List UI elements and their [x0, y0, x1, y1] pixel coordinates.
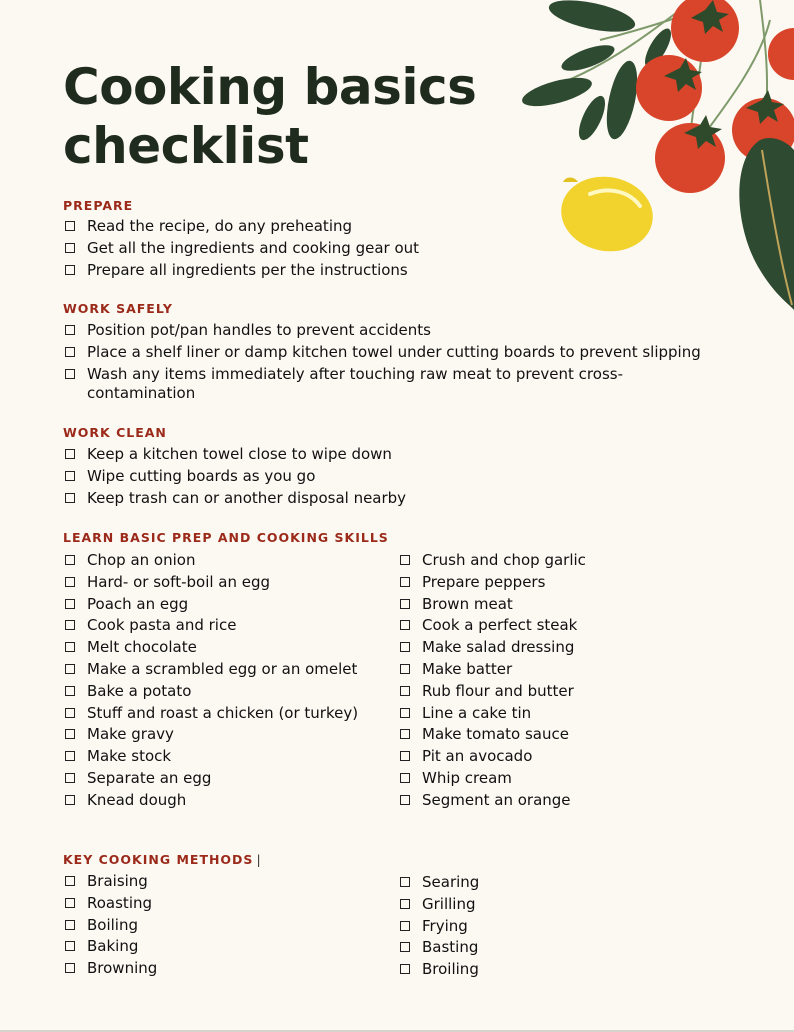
- text-cursor: |: [256, 852, 261, 867]
- checkbox[interactable]: [400, 773, 410, 783]
- list-item[interactable]: Separate an egg: [63, 769, 393, 791]
- list-item[interactable]: Cook a perfect steak: [398, 616, 728, 638]
- checkbox[interactable]: [65, 555, 75, 565]
- list-item[interactable]: Knead dough: [63, 791, 393, 813]
- list-prepare: [63, 217, 723, 282]
- list-item[interactable]: Stuff and roast a chicken (or turkey): [63, 704, 393, 726]
- checkbox[interactable]: [65, 773, 75, 783]
- checkbox[interactable]: [400, 751, 410, 761]
- list-item[interactable]: Pit an avocado: [398, 747, 728, 769]
- page-title: [63, 58, 476, 176]
- list-item[interactable]: Make batter: [398, 660, 728, 682]
- checkbox[interactable]: [65, 599, 75, 609]
- list-item[interactable]: Basting: [398, 938, 728, 960]
- list-item[interactable]: Whip cream: [398, 769, 728, 791]
- checkbox[interactable]: [400, 599, 410, 609]
- list-item[interactable]: Line a cake tin: [398, 704, 728, 726]
- list-item[interactable]: Place a shelf liner or damp kitchen towel under cutting boards to prevent slipping: [63, 343, 723, 365]
- checkbox[interactable]: [400, 942, 410, 952]
- checkbox[interactable]: [65, 795, 75, 805]
- list-item[interactable]: Get all the ingredients and cooking gear out: [63, 239, 723, 261]
- checkbox[interactable]: [65, 620, 75, 630]
- checkbox[interactable]: [65, 493, 75, 503]
- list-item[interactable]: Make tomato sauce: [398, 725, 728, 747]
- checkbox[interactable]: [65, 347, 75, 357]
- list-item[interactable]: Grilling: [398, 895, 728, 917]
- checkbox[interactable]: [65, 265, 75, 275]
- checkbox[interactable]: [400, 620, 410, 630]
- checkbox[interactable]: [65, 751, 75, 761]
- list-item[interactable]: Chop an onion: [63, 551, 393, 573]
- checkbox[interactable]: [400, 964, 410, 974]
- checkbox[interactable]: [65, 243, 75, 253]
- list-item[interactable]: Roasting: [63, 894, 393, 916]
- list-item[interactable]: Prepare peppers: [398, 573, 728, 595]
- list-skills-right: [398, 551, 728, 813]
- checkbox[interactable]: [65, 876, 75, 886]
- checkbox[interactable]: [65, 471, 75, 481]
- checkbox[interactable]: [400, 664, 410, 674]
- list-item[interactable]: Keep a kitchen towel close to wipe down: [63, 445, 723, 467]
- list-methods-right: [398, 873, 728, 982]
- list-item[interactable]: Browning: [63, 959, 393, 981]
- list-item[interactable]: Hard- or soft-boil an egg: [63, 573, 393, 595]
- checkbox[interactable]: [400, 642, 410, 652]
- checkbox[interactable]: [65, 963, 75, 973]
- checkbox[interactable]: [400, 555, 410, 565]
- list-item[interactable]: Crush and chop garlic: [398, 551, 728, 573]
- checkbox[interactable]: [65, 221, 75, 231]
- list-methods-left: [63, 872, 393, 981]
- list-item[interactable]: Make a scrambled egg or an omelet: [63, 660, 393, 682]
- section-heading-skills: LEARN BASIC PREP AND COOKING SKILLS: [63, 530, 389, 545]
- list-item[interactable]: Wash any items immediately after touching raw meat to prevent cross-contamination: [63, 365, 647, 404]
- list-item[interactable]: Melt chocolate: [63, 638, 393, 660]
- list-item[interactable]: Searing: [398, 873, 728, 895]
- list-item[interactable]: Prepare all ingredients per the instructions: [63, 261, 723, 283]
- list-item[interactable]: Rub flour and butter: [398, 682, 728, 704]
- checkbox[interactable]: [400, 795, 410, 805]
- title-line-2: checklist: [63, 117, 309, 175]
- checkbox[interactable]: [65, 449, 75, 459]
- list-item[interactable]: Cook pasta and rice: [63, 616, 393, 638]
- list-skills-left: [63, 551, 393, 813]
- list-item[interactable]: Boiling: [63, 916, 393, 938]
- checkbox[interactable]: [65, 898, 75, 908]
- list-item[interactable]: Segment an orange: [398, 791, 728, 813]
- list-work-safely: [63, 321, 723, 404]
- list-item[interactable]: Braising: [63, 872, 393, 894]
- checkbox[interactable]: [400, 877, 410, 887]
- list-item[interactable]: Wipe cutting boards as you go: [63, 467, 723, 489]
- list-item[interactable]: Frying: [398, 917, 728, 939]
- list-item[interactable]: Keep trash can or another disposal nearby: [63, 489, 723, 511]
- list-item[interactable]: Poach an egg: [63, 595, 393, 617]
- section-heading-work-safely: WORK SAFELY: [63, 301, 173, 316]
- section-heading-methods: KEY COOKING METHODS |: [63, 852, 261, 867]
- list-work-clean: [63, 445, 723, 510]
- list-item[interactable]: Make gravy: [63, 725, 393, 747]
- list-item[interactable]: Broiling: [398, 960, 728, 982]
- list-item[interactable]: Read the recipe, do any preheating: [63, 217, 723, 239]
- list-item[interactable]: Make salad dressing: [398, 638, 728, 660]
- list-item[interactable]: Bake a potato: [63, 682, 393, 704]
- checkbox[interactable]: [65, 664, 75, 674]
- checkbox[interactable]: [65, 642, 75, 652]
- section-heading-prepare: PREPARE: [63, 198, 134, 213]
- checkbox[interactable]: [65, 686, 75, 696]
- checkbox[interactable]: [400, 708, 410, 718]
- checkbox[interactable]: [65, 941, 75, 951]
- list-item[interactable]: Make stock: [63, 747, 393, 769]
- section-heading-work-clean: WORK CLEAN: [63, 425, 167, 440]
- checkbox[interactable]: [65, 325, 75, 335]
- checkbox[interactable]: [65, 369, 75, 379]
- checkbox[interactable]: [400, 577, 410, 587]
- checkbox[interactable]: [400, 921, 410, 931]
- list-item[interactable]: Baking: [63, 937, 393, 959]
- checkbox[interactable]: [65, 920, 75, 930]
- checkbox[interactable]: [65, 729, 75, 739]
- list-item[interactable]: Brown meat: [398, 595, 728, 617]
- checkbox[interactable]: [400, 899, 410, 909]
- list-item[interactable]: Position pot/pan handles to prevent accidents: [63, 321, 723, 343]
- checkbox[interactable]: [65, 708, 75, 718]
- checkbox[interactable]: [65, 577, 75, 587]
- checkbox[interactable]: [400, 686, 410, 696]
- checkbox[interactable]: [400, 729, 410, 739]
- title-line-1: Cooking basics: [63, 58, 477, 116]
